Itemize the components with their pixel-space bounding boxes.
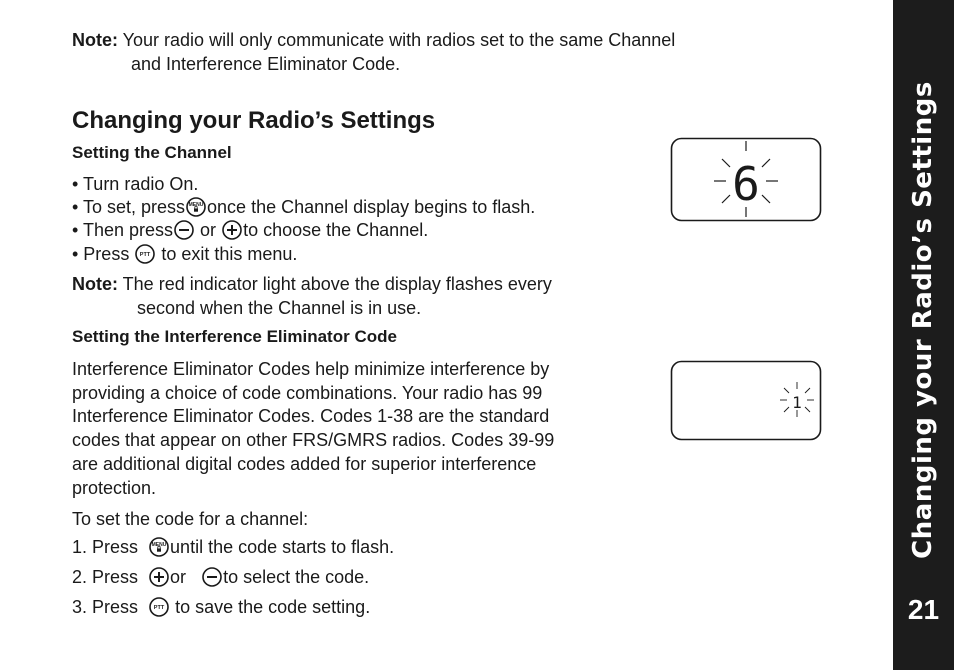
svg-text:PTT: PTT bbox=[153, 605, 165, 611]
side-tab-title: Changing your Radio’s Settings bbox=[908, 81, 938, 559]
section-title: Changing your Radio’s Settings bbox=[72, 107, 436, 134]
svg-text:MENU: MENU bbox=[151, 542, 167, 548]
channel-display-digit: 6 bbox=[732, 157, 760, 211]
code-intro: To set the code for a channel: bbox=[72, 509, 309, 529]
channel-bullet-3: • Then press or to choose the Channel. bbox=[72, 220, 429, 240]
channel-note: Note: The red indicator light above the display flashes every bbox=[72, 274, 552, 294]
code-display bbox=[670, 360, 822, 442]
channel-bullet-4: • Press PTT to exit this menu. bbox=[72, 244, 298, 264]
code-step-1: 1. Press MENU until the code starts to flash. bbox=[72, 537, 395, 557]
channel-note-line2: second when the Channel is in use. bbox=[137, 298, 422, 318]
note-text: Your radio will only communicate with radios set to the same Channel bbox=[118, 30, 676, 50]
page-number: 21 bbox=[907, 594, 940, 625]
note-label: Note: bbox=[72, 30, 118, 50]
minus-button-icon bbox=[174, 220, 194, 240]
channel-display bbox=[670, 137, 822, 223]
code-para-line-4: codes that appear on other FRS/GMRS radios. Codes 39-99 bbox=[72, 430, 555, 450]
code-display-digit: 1 bbox=[792, 393, 802, 412]
minus-button-icon bbox=[202, 567, 222, 587]
ptt-button-icon bbox=[149, 597, 169, 617]
svg-text:PTT: PTT bbox=[140, 252, 151, 258]
top-note-line2: and Interference Eliminator Code. bbox=[131, 54, 401, 74]
plus-button-icon bbox=[149, 567, 169, 587]
side-tab bbox=[893, 0, 954, 670]
svg-text:MENU: MENU bbox=[188, 202, 204, 208]
top-note bbox=[72, 28, 675, 52]
code-para-line-6: protection. bbox=[72, 478, 157, 498]
plus-button-icon bbox=[222, 220, 242, 240]
code-para-line-3: Interference Eliminator Codes. Codes 1-38 are the standard bbox=[72, 406, 550, 426]
channel-bullet-2: • To set, press MENU once the Channel display begins to flash. bbox=[72, 197, 536, 217]
code-heading: Setting the Interference Eliminator Code bbox=[72, 327, 397, 346]
code-para-line-2: providing a choice of code combinations. Your radio has 99 bbox=[72, 383, 543, 403]
menu-button-icon bbox=[186, 197, 206, 217]
menu-button-icon bbox=[149, 537, 169, 557]
code-para-line-5: are additional digital codes added for superior interference bbox=[72, 454, 537, 474]
code-para-line-1: Interference Eliminator Codes help minimize interference by bbox=[72, 359, 550, 379]
code-step-3: 3. Press PTT to save the code setting. bbox=[72, 597, 371, 617]
channel-heading: Setting the Channel bbox=[72, 143, 232, 162]
channel-bullet-1: • Turn radio On. bbox=[72, 174, 199, 194]
code-step-2: 2. Press or to select the code. bbox=[72, 567, 370, 587]
ptt-button-icon bbox=[135, 244, 155, 264]
